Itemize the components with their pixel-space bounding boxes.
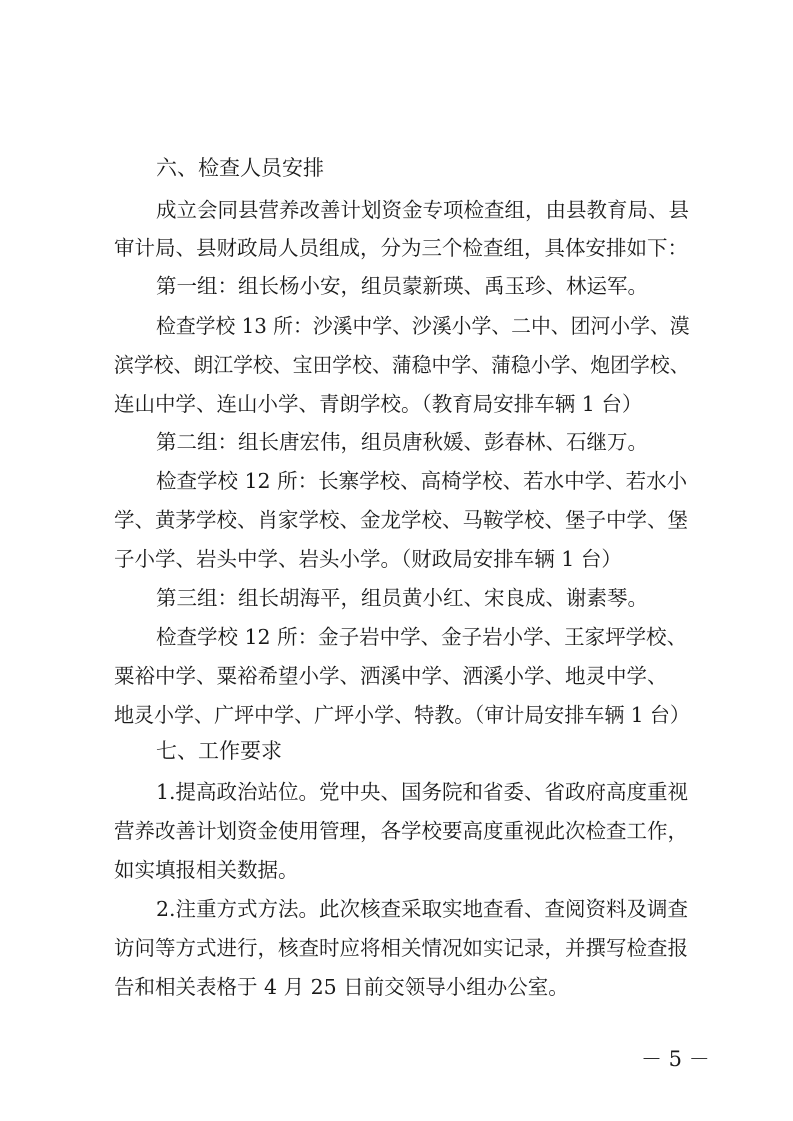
section-6-intro-line-1: 成立会同县营养改善计划资金专项检查组，由县教育局、县 [156,198,689,222]
group-2-members: 第二组：组长唐宏伟，组员唐秋媛、彭春林、石继万。 [156,430,648,454]
requirement-1-line-3: 如实填报相关数据。 [114,858,299,882]
requirement-1-line-1: 1.提高政治站位。党中央、国务院和省委、省政府高度重视 [156,780,689,804]
group-1-schools-line-2: 滨学校、朗江学校、宝田学校、蒲稳中学、蒲稳小学、炮团学校、 [114,353,690,377]
group-2-schools-line-2: 学、黄茅学校、肖家学校、金龙学校、马鞍学校、堡子中学、堡 [114,508,688,532]
group-3-schools-line-3: 地灵小学、广坪中学、广坪小学、特教。（审计局安排车辆 1 台） [114,703,690,727]
group-3-schools-line-2: 粟裕中学、粟裕希望小学、洒溪中学、洒溪小学、地灵中学、 [114,664,668,688]
page-number: － 5 － [641,1047,710,1071]
group-1-schools-line-1: 检查学校 13 所：沙溪中学、沙溪小学、二中、团河小学、漠 [156,314,690,338]
requirement-2-line-1: 2.注重方式方法。此次核查采取实地查看、查阅资料及调查 [156,897,689,921]
group-2-schools-line-3: 子小学、岩头中学、岩头小学。（财政局安排车辆 1 台） [114,547,622,571]
group-3-schools-line-1: 检查学校 12 所：金子岩中学、金子岩小学、王家坪学校、 [156,625,688,649]
section-7-heading: 七、工作要求 [156,739,282,763]
requirement-1-line-2: 营养改善计划资金使用管理，各学校要高度重视此次检查工作， [114,819,688,843]
group-3-members: 第三组：组长胡海平，组员黄小红、宋良成、谢素琴。 [156,586,648,610]
group-2-schools-line-1: 检查学校 12 所：长寨学校、高椅学校、若水中学、若水小 [156,469,688,493]
section-6-intro-line-2: 审计局、县财政局人员组成，分为三个检查组，具体安排如下： [114,236,688,260]
group-1-schools-line-3: 连山中学、连山小学、青朗学校。（教育局安排车辆 1 台） [114,392,643,416]
requirement-2-line-3: 告和相关表格于 4 月 25 日前交领导小组办公室。 [114,975,569,999]
group-1-members: 第一组：组长杨小安，组员蒙新瑛、禹玉珍、林运军。 [156,274,648,298]
section-6-heading: 六、检查人员安排 [156,156,324,180]
requirement-2-line-2: 访问等方式进行，核查时应将相关情况如实记录，并撰写检查报 [114,936,688,960]
